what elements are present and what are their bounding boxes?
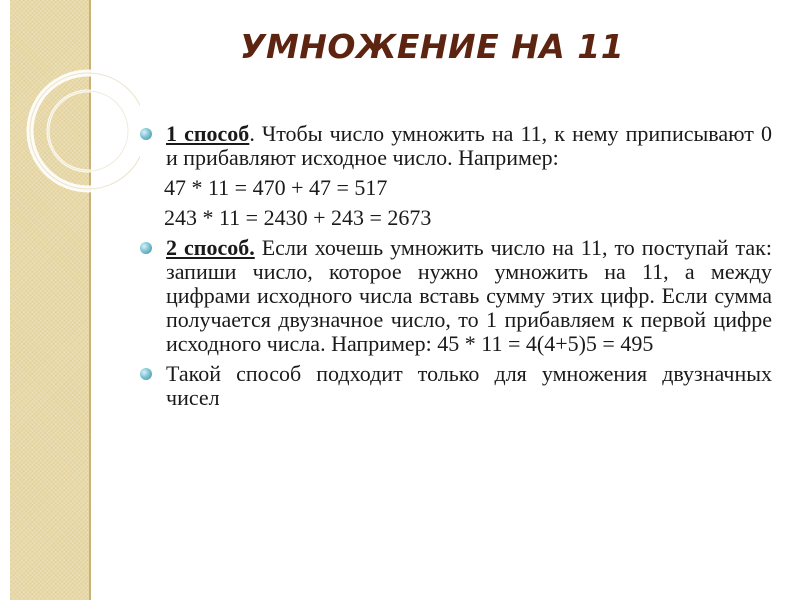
decorative-circles-ornament <box>0 0 140 260</box>
method-2-paragraph <box>140 236 772 356</box>
method-1-paragraph <box>140 122 772 170</box>
slide-title: УМНОЖЕНИЕ НА 11 <box>240 27 625 66</box>
note-text: Такой способ подходит только для умножения двузначных чисел <box>166 361 772 410</box>
inner-ring-edge-shape <box>48 91 128 171</box>
bullet-icon <box>140 242 152 254</box>
slide-content <box>140 122 772 416</box>
bullet-icon <box>140 368 152 380</box>
example-line-1: 47 * 11 = 470 + 47 = 517 <box>164 175 388 200</box>
method-1-text: . Чтобы число умножить на 11, к нему приписывают 0 и прибавляют исходное число. Например: <box>166 121 772 170</box>
example-line-2: 243 * 11 = 2430 + 243 = 2673 <box>164 205 432 230</box>
method-1-label: 1 способ <box>166 121 250 146</box>
note-paragraph <box>140 362 772 410</box>
method-2-label: 2 способ. <box>166 235 255 260</box>
bullet-icon <box>140 128 152 140</box>
method-2-text: Если хочешь умножить число на 11, то поступай так: запиши число, которое нужно умножить на 11, а между цифрами исходного числа вставь сумму этих цифр. Если сумма получается двузначное число, то 1 прибавляем к первой цифре исходного числа. Например: 45 * 11 = 4(4+5)5 = 495 <box>166 235 772 356</box>
